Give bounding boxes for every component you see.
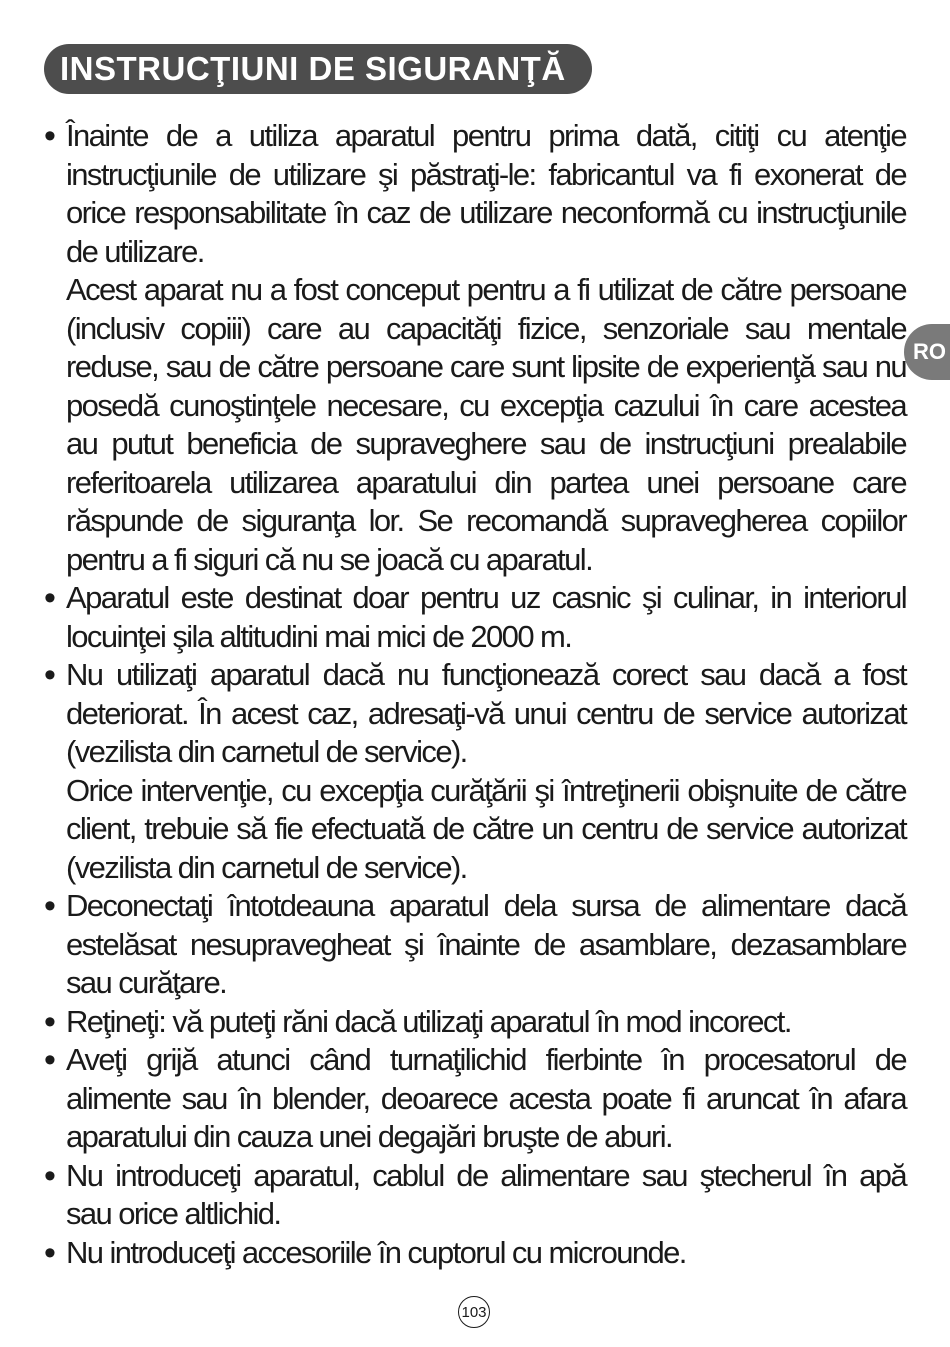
paragraph: Înainte de a utiliza aparatul pentru prima dată, citiţi cu atenţie instrucţiunile de utilizare şi păstraţi-le: fabricantul va fi exonerat de orice responsabilitate în caz de utilizare neconformă cu instrucţiunile de utilizare.: [66, 118, 906, 269]
bullet-icon: •: [44, 1156, 56, 1195]
list-item: [44, 117, 906, 579]
bullet-icon: •: [44, 579, 56, 617]
paragraph: Reţineţi: vă puteţi răni dacă utilizaţi aparatul în mod incorect.: [66, 1003, 791, 1039]
bullet-icon: •: [44, 1002, 56, 1041]
language-tab-label: RO: [913, 339, 946, 364]
paragraph: Nu introduceţi accesoriile în cuptorul cu microunde.: [66, 1234, 686, 1270]
list-item: [44, 1003, 906, 1042]
bullet-icon: •: [44, 656, 56, 694]
safety-instructions-list: [44, 117, 906, 1272]
list-item: [44, 1234, 906, 1273]
list-item: [44, 579, 906, 656]
bullet-icon: •: [44, 1041, 56, 1079]
bullet-icon: •: [44, 117, 56, 155]
paragraph: Nu utilizaţi aparatul dacă nu funcţionează corect sau dacă a fost deteriorat. În acest caz, adresaţi-vă unui centru de service autorizat (vezilista din carnetul de service).: [66, 657, 906, 769]
page-number: 103: [458, 1296, 490, 1328]
list-item: [44, 887, 906, 1003]
paragraph: Aveţi grijă atunci când turnaţilichid fierbinte în procesatorul de alimente sau în blender, deoarece acesta poate fi aruncat în afara aparatului din cauza unei degajări bruşte de aburi.: [66, 1042, 906, 1154]
list-item: [44, 656, 906, 887]
paragraph: Acest aparat nu a fost conceput pentru a fi utilizat de către persoane (inclusiv copiii) care au capacităţi fizice, senzoriale sau mentale reduse, sau de către persoane care sunt lipsite de experienţă sau nu posedă cunoştinţele necesare, cu excepţia cazului în care acestea au putut beneficia de supraveghere sau de instrucţiuni prealabile referitoarela utilizarea aparatului din partea unei persoane care răspunde de siguranţa lor. Se recomandă supravegherea copiilor pentru a fi siguri că nu se joacă cu aparatul.: [66, 272, 906, 577]
paragraph: Aparatul este destinat doar pentru uz casnic şi culinar, in interiorul locuinţei şila altitudini mai mici de 2000 m.: [66, 580, 906, 654]
page-title: INSTRUCŢIUNI DE SIGURANŢĂ: [60, 50, 566, 87]
language-tab: [904, 324, 950, 380]
paragraph: Deconectaţi întotdeauna aparatul dela sursa de alimentare dacă estelăsat nesupravegheat şi înainte de asamblare, dezasamblare sau curăţare.: [66, 888, 906, 1000]
paragraph: Orice intervenţie, cu excepţia curăţării şi întreţinerii obişnuite de către client, trebuie să fie efectuată de către un centru de service autorizat (vezilista din carnetul de service).: [66, 772, 906, 885]
bullet-icon: •: [44, 887, 56, 925]
paragraph: Nu introduceţi aparatul, cablul de alimentare sau ştecherul în apă sau orice altlichid.: [66, 1157, 906, 1231]
list-item: [44, 1157, 906, 1234]
bullet-icon: •: [44, 1233, 56, 1272]
section-title-banner: [44, 44, 592, 94]
list-item: [44, 1041, 906, 1157]
